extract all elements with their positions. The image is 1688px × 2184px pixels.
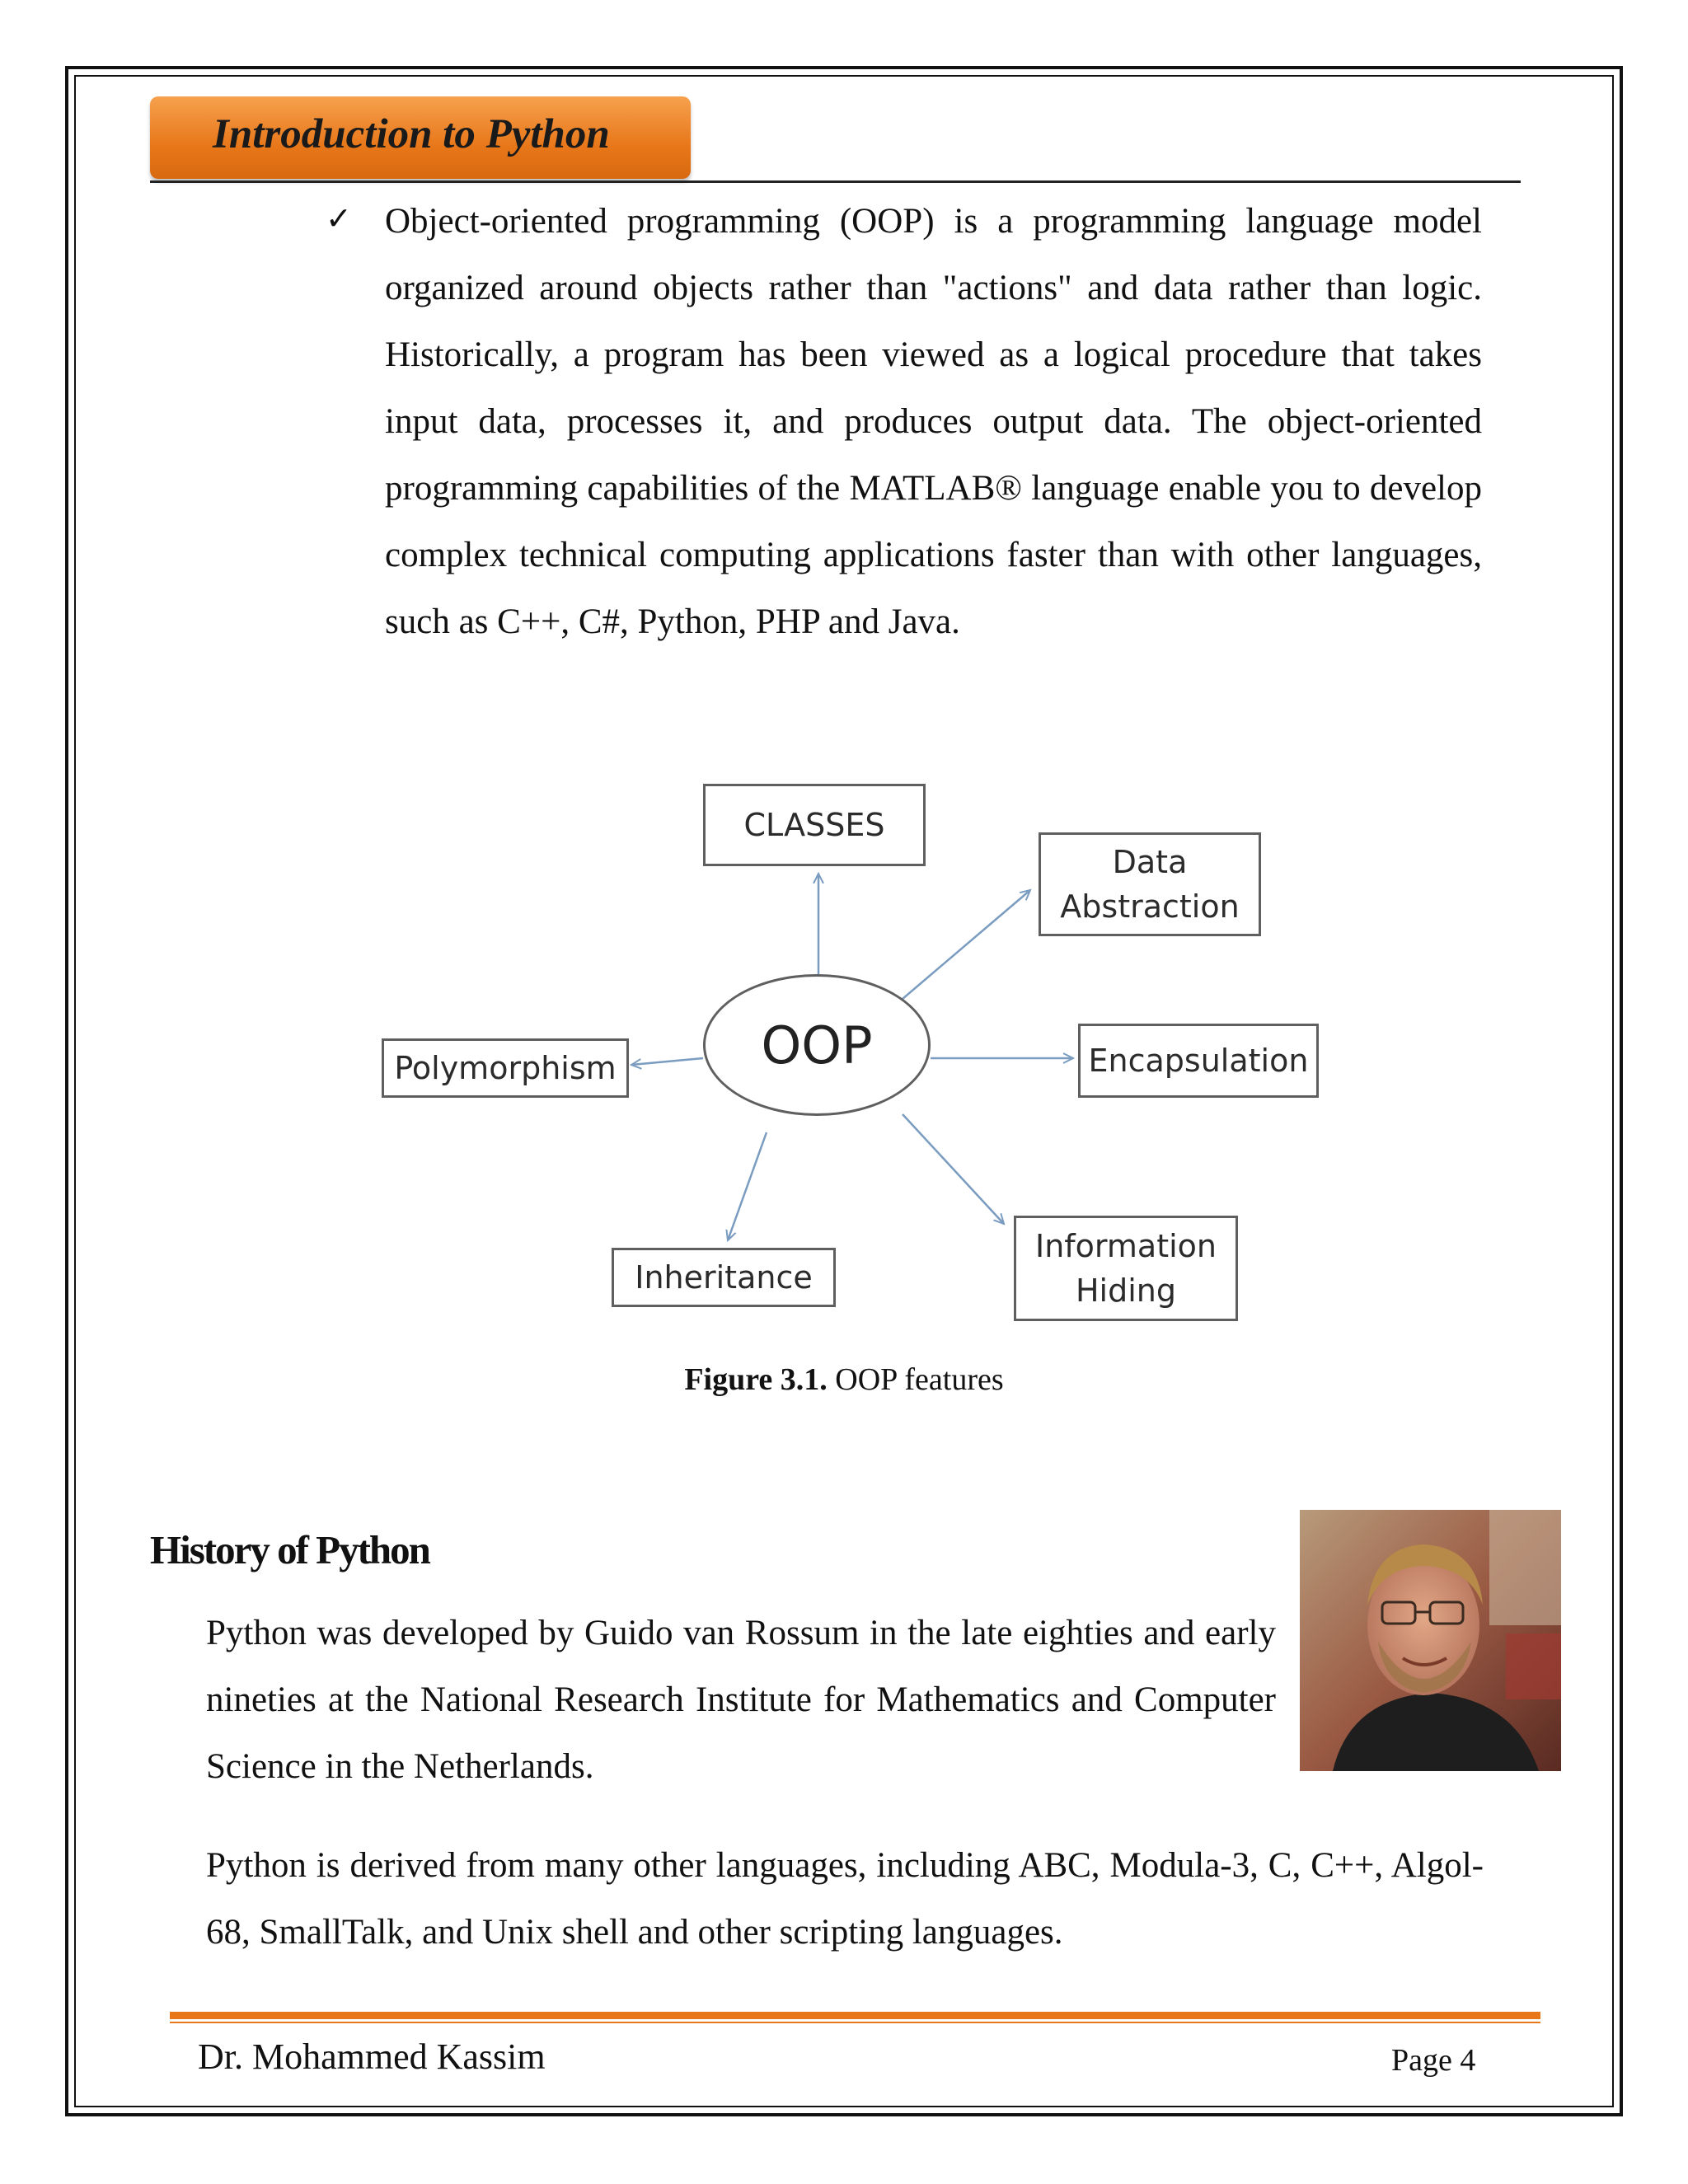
guido-van-rossum-photo — [1300, 1510, 1561, 1771]
oop-center-label: OOP — [761, 1015, 873, 1076]
footer-page-number: Page 4 — [1391, 2043, 1476, 2078]
header-divider — [150, 180, 1521, 183]
node-polymorphism — [382, 1038, 629, 1098]
history-heading: History of Python — [150, 1527, 429, 1572]
node-data-abstraction — [1039, 832, 1261, 936]
intro-paragraph: Object-oriented programming (OOP) is a programming language model organized around objects rather than "actions" and data rather than logic. Historically, a program has been viewed as a logical procedure that takes input data, processes it, and produces output data. The object-oriented programming capabilities of the MATLAB® language enable you to develop complex technical computing applications faster than with other languages, such as C++, C#, Python, PHP and Java. — [385, 202, 1482, 641]
node-data-abstraction-line1: Data — [1112, 844, 1188, 880]
history-paragraph-1: Python was developed by Guido van Rossum in the late eighties and early nineties at the National Research Institute for Mathematics and Computer Science in the Netherlands. — [206, 1614, 1276, 1786]
node-data-abstraction-line2: Abstraction — [1060, 888, 1240, 925]
node-classes — [703, 784, 926, 866]
node-information-hiding — [1014, 1216, 1238, 1321]
arrow-to-polymorphism — [631, 1058, 703, 1065]
node-polymorphism-label: Polymorphism — [394, 1050, 617, 1086]
footer-author: Dr. Mohammed Kassim — [198, 2036, 546, 2077]
oop-center-node — [703, 974, 931, 1116]
arrow-to-information-hiding — [903, 1114, 1004, 1224]
checkmark-icon: ✓ — [326, 200, 352, 237]
figure-caption-label: Figure 3.1. — [684, 1362, 828, 1397]
footer-divider-thin — [170, 2022, 1540, 2023]
footer-divider — [170, 2012, 1540, 2019]
arrow-to-inheritance — [728, 1132, 767, 1240]
arrow-to-data-abstraction — [903, 890, 1030, 999]
node-inheritance-label: Inheritance — [635, 1259, 813, 1296]
header-title: Introduction to Python — [213, 111, 610, 157]
history-paragraph-2: Python is derived from many other languages, including ABC, Modula-3, C, C++, Algol-68, SmallTalk, and Unix shell and other scripting languages. — [206, 1846, 1484, 1952]
node-classes-label: CLASSES — [743, 807, 885, 843]
node-encapsulation-label: Encapsulation — [1088, 1043, 1309, 1079]
figure-caption — [0, 1361, 1688, 1398]
node-encapsulation — [1078, 1024, 1319, 1098]
node-information-hiding-line2: Hiding — [1075, 1272, 1176, 1309]
figure-caption-text: OOP features — [827, 1362, 1004, 1397]
oop-diagram — [363, 766, 1352, 1343]
node-inheritance — [612, 1248, 836, 1307]
node-information-hiding-line1: Information — [1035, 1228, 1217, 1264]
